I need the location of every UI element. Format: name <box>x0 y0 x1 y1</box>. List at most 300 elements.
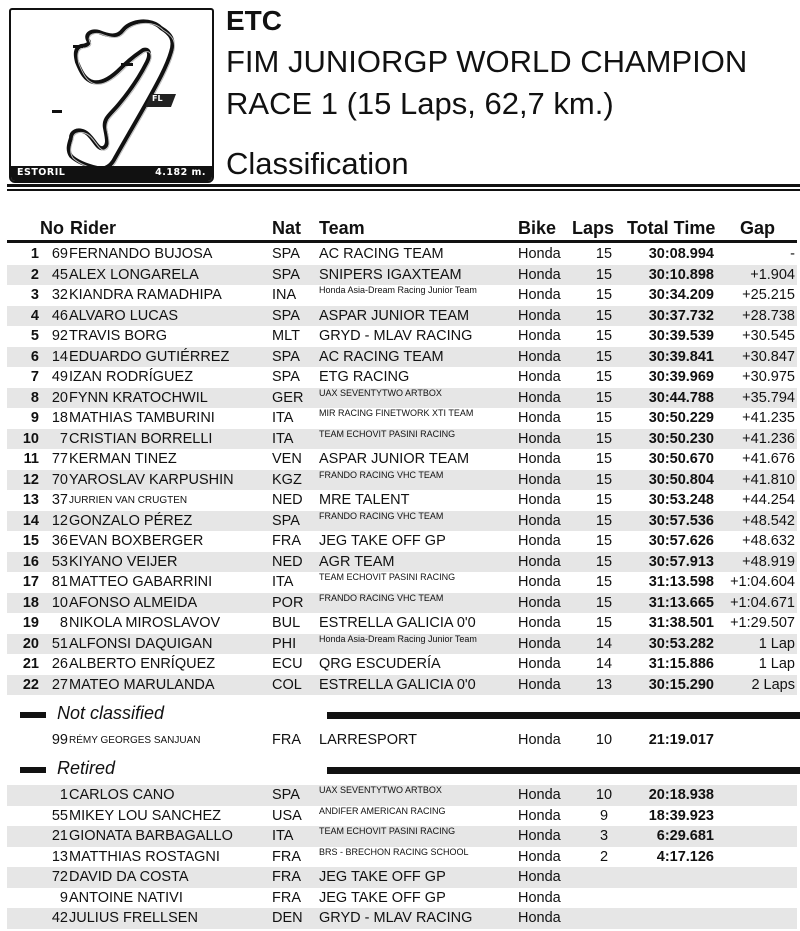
laps-cell: 15 <box>595 594 613 611</box>
total-time-cell: 30:15.290 <box>648 676 714 693</box>
nationality-cell: MLT <box>272 328 300 344</box>
bike-cell: Honda <box>518 410 561 426</box>
bike-cell: Honda <box>518 328 561 344</box>
position-cell: 19 <box>22 615 39 631</box>
track-name: ESTORIL <box>17 167 66 178</box>
team-cell: ASPAR JUNIOR TEAM <box>319 307 470 324</box>
team-cell: BRS - BRECHON RACING SCHOOL <box>319 846 469 857</box>
bike-cell: Honda <box>518 869 561 885</box>
rider-number-cell: 20 <box>51 389 68 406</box>
table-row <box>7 326 797 347</box>
laps-cell: 15 <box>595 512 613 529</box>
not-classified-label: Not classified <box>57 703 165 723</box>
team-cell: UAX SEVENTYTWO ARTBOX <box>319 785 442 795</box>
bike-cell: Honda <box>518 635 561 652</box>
team-cell: AC RACING TEAM <box>319 348 444 365</box>
bike-cell: Honda <box>518 430 561 447</box>
retired-label: Retired <box>57 758 116 778</box>
track-map-panel <box>9 8 214 183</box>
rider-name-cell: CRISTIAN BORRELLI <box>69 430 213 447</box>
section-bar-icon <box>20 767 46 773</box>
total-time-cell: 30:39.841 <box>648 348 714 365</box>
team-cell: FRANDO RACING VHC TEAM <box>319 510 444 521</box>
position-cell: 14 <box>22 512 39 529</box>
rider-name-cell: MATHIAS TAMBURINI <box>69 410 215 426</box>
gap-cell: +1:04.671 <box>730 594 795 611</box>
laps-cell: 3 <box>599 828 609 844</box>
nationality-cell: GER <box>272 389 304 406</box>
bike-cell: Honda <box>518 732 561 748</box>
laps-cell: 15 <box>595 471 613 488</box>
rider-number-cell: 81 <box>51 574 68 590</box>
rider-name-cell: FYNN KRATOCHWIL <box>69 389 208 406</box>
nationality-cell: POR <box>272 594 304 611</box>
team-cell: TEAM ECHOVIT PASINI RACING <box>319 826 456 836</box>
rider-number-cell: 69 <box>51 246 68 262</box>
total-time-cell: 18:39.923 <box>648 807 714 824</box>
rider-number-cell: 21 <box>51 828 68 844</box>
gap-cell: +41.810 <box>742 471 795 488</box>
bike-cell: Honda <box>518 266 561 283</box>
team-cell: SNIPERS IGAXTEAM <box>319 266 462 283</box>
rider-name-cell: ALEX LONGARELA <box>69 266 199 283</box>
position-cell: 17 <box>22 574 39 590</box>
nationality-cell: SPA <box>272 369 300 385</box>
gap-cell: 2 Laps <box>751 676 795 693</box>
nationality-cell: BUL <box>272 615 301 631</box>
rider-number-cell: 77 <box>51 451 68 467</box>
rider-name-cell: EDUARDO GUTIÉRREZ <box>69 348 230 365</box>
rider-number-cell: 45 <box>51 266 68 283</box>
rider-number-cell: 7 <box>59 430 68 447</box>
table-row <box>7 613 797 634</box>
bike-cell: Honda <box>518 307 561 324</box>
rider-number-cell: 27 <box>51 676 68 693</box>
rider-name-cell: DAVID DA COSTA <box>69 869 189 885</box>
rider-name-cell: KERMAN TINEZ <box>69 451 177 467</box>
rider-number-cell: 92 <box>51 328 68 344</box>
team-cell: JEG TAKE OFF GP <box>319 889 446 906</box>
bike-cell: Honda <box>518 787 561 803</box>
table-row <box>7 908 797 929</box>
rider-name-cell: ANTOINE NATIVI <box>69 889 183 906</box>
gap-cell: +48.542 <box>742 512 795 529</box>
gap-cell: 1 Lap <box>758 635 795 652</box>
table-row <box>7 367 797 388</box>
laps-cell: 9 <box>599 807 609 824</box>
nationality-cell: ITA <box>272 574 294 590</box>
col-header-gap: Gap <box>740 218 776 238</box>
rider-number-cell: 32 <box>51 287 68 303</box>
rider-number-cell: 53 <box>51 553 68 570</box>
total-time-cell: 31:13.598 <box>648 574 714 590</box>
laps-cell: 15 <box>595 348 613 365</box>
team-cell: QRG ESCUDERÍA <box>319 656 441 672</box>
track-footer <box>11 166 212 181</box>
table-row <box>7 511 797 532</box>
table-row <box>7 867 797 888</box>
position-cell: 4 <box>30 307 39 324</box>
bike-cell: Honda <box>518 574 561 590</box>
gap-cell: +44.254 <box>742 492 795 508</box>
laps-cell: 15 <box>595 266 613 283</box>
table-row <box>7 593 797 614</box>
rider-name-cell: AFONSO ALMEIDA <box>69 594 198 611</box>
bike-cell: Honda <box>518 533 561 549</box>
bike-cell: Honda <box>518 889 561 906</box>
laps-cell: 15 <box>595 615 613 631</box>
table-row <box>7 244 797 265</box>
gap-cell: 1 Lap <box>758 656 795 672</box>
rider-number-cell: 51 <box>51 635 68 652</box>
table-row <box>7 634 797 655</box>
position-cell: 7 <box>30 369 39 385</box>
position-cell: 3 <box>30 287 39 303</box>
team-cell: FRANDO RACING VHC TEAM <box>319 592 444 603</box>
position-cell: 11 <box>23 451 39 467</box>
nationality-cell: PHI <box>272 635 297 652</box>
position-cell: 6 <box>30 348 39 365</box>
position-cell: 10 <box>22 430 39 447</box>
rider-number-cell: 18 <box>51 410 68 426</box>
nationality-cell: FRA <box>272 848 301 865</box>
table-row <box>7 806 797 827</box>
nationality-cell: VEN <box>272 451 302 467</box>
finish-line-label: FL <box>152 94 163 103</box>
laps-cell: 15 <box>595 389 613 406</box>
bike-cell: Honda <box>518 910 561 926</box>
laps-cell: 15 <box>595 287 613 303</box>
laps-cell: 13 <box>595 676 613 693</box>
rider-name-cell: GIONATA BARBAGALLO <box>69 828 233 844</box>
not-classified-rule <box>327 712 800 719</box>
team-cell: ASPAR JUNIOR TEAM <box>319 451 470 467</box>
col-header-rider: Rider <box>70 218 117 238</box>
total-time-cell: 30:50.230 <box>648 430 714 447</box>
rider-number-cell: 46 <box>51 307 68 324</box>
total-time-cell: 30:50.670 <box>648 451 714 467</box>
team-cell: ESTRELLA GALICIA 0'0 <box>319 676 476 693</box>
rider-number-cell: 13 <box>51 848 68 865</box>
gap-cell: +1:04.604 <box>730 574 795 590</box>
laps-cell: 15 <box>595 246 613 262</box>
laps-cell: 2 <box>599 848 609 865</box>
total-time-cell: 30:57.626 <box>648 533 714 549</box>
gap-cell: +1.904 <box>750 266 795 283</box>
gap-cell: +30.975 <box>742 369 795 385</box>
gap-cell: +30.847 <box>742 348 795 365</box>
nationality-cell: SPA <box>272 307 300 324</box>
bike-cell: Honda <box>518 348 561 365</box>
rider-number-cell: 26 <box>51 656 68 672</box>
rider-name-cell: ALVARO LUCAS <box>69 307 179 324</box>
gap-cell: +28.738 <box>742 307 795 324</box>
table-row <box>7 306 797 327</box>
rider-name-cell: MATEO MARULANDA <box>69 676 215 693</box>
total-time-cell: 31:13.665 <box>648 594 714 611</box>
gap-cell: +41.676 <box>742 451 795 467</box>
championship-title: FIM JUNIORGP WORLD CHAMPION <box>226 44 748 79</box>
nationality-cell: SPA <box>272 787 300 803</box>
rider-name-cell: JULIUS FRELLSEN <box>69 910 198 926</box>
rider-name-cell: TRAVIS BORG <box>69 328 168 344</box>
gap-cell: +35.794 <box>742 389 795 406</box>
series-title: ETC <box>226 5 282 36</box>
position-cell: 18 <box>22 594 39 611</box>
laps-cell: 15 <box>595 430 613 447</box>
col-header-team: Team <box>319 218 365 238</box>
nationality-cell: SPA <box>272 246 300 262</box>
col-header-laps: Laps <box>572 218 615 238</box>
bike-cell: Honda <box>518 471 561 488</box>
laps-cell: 14 <box>595 656 613 672</box>
nationality-cell: ITA <box>272 410 294 426</box>
rider-name-cell: CARLOS CANO <box>69 787 175 803</box>
total-time-cell: 30:10.898 <box>648 266 714 283</box>
rider-number-cell: 42 <box>51 910 68 926</box>
nationality-cell: FRA <box>272 869 301 885</box>
team-cell: GRYD - MLAV RACING <box>319 910 473 926</box>
gap-cell: +1:29.507 <box>730 615 795 631</box>
rider-number-cell: 1 <box>59 787 68 803</box>
team-cell: AGR TEAM <box>319 553 395 570</box>
table-row <box>7 785 797 806</box>
team-cell: TEAM ECHOVIT PASINI RACING <box>319 572 456 582</box>
table-row <box>7 730 797 751</box>
rider-number-cell: 9 <box>59 889 68 906</box>
nationality-cell: NED <box>272 492 303 508</box>
section-bar-icon <box>20 712 46 718</box>
total-time-cell: 30:50.804 <box>648 471 714 488</box>
bike-cell: Honda <box>518 676 561 693</box>
table-row <box>7 265 797 286</box>
laps-cell: 15 <box>595 574 613 590</box>
rider-name-cell: EVAN BOXBERGER <box>69 533 204 549</box>
total-time-cell: 30:53.282 <box>648 635 714 652</box>
rider-number-cell: 70 <box>51 471 68 488</box>
rider-number-cell: 37 <box>51 492 68 508</box>
laps-cell: 10 <box>595 732 613 748</box>
bike-cell: Honda <box>518 451 561 467</box>
rider-number-cell: 49 <box>51 369 68 385</box>
laps-cell: 15 <box>595 328 613 344</box>
nationality-cell: SPA <box>272 266 300 283</box>
position-cell: 20 <box>22 635 39 652</box>
gap-cell: +41.235 <box>742 410 795 426</box>
total-time-cell: 30:39.539 <box>648 328 714 344</box>
table-row <box>7 470 797 491</box>
col-header-bike: Bike <box>518 218 557 238</box>
table-row <box>7 388 797 409</box>
gap-cell: +25.215 <box>742 287 795 303</box>
col-header-total-time: Total Time <box>627 218 716 238</box>
rider-number-cell: 10 <box>51 594 68 611</box>
bike-cell: Honda <box>518 287 561 303</box>
laps-cell: 15 <box>595 369 613 385</box>
rider-number-cell: 8 <box>59 615 68 631</box>
nationality-cell: DEN <box>272 910 303 926</box>
team-cell: GRYD - MLAV RACING <box>319 328 473 344</box>
team-cell: FRANDO RACING VHC TEAM <box>319 469 444 480</box>
position-cell: 15 <box>22 533 39 549</box>
table-row <box>7 490 797 511</box>
nationality-cell: COL <box>272 676 302 693</box>
bike-cell: Honda <box>518 246 561 262</box>
bike-cell: Honda <box>518 369 561 385</box>
nationality-cell: NED <box>272 553 303 570</box>
bike-cell: Honda <box>518 615 561 631</box>
position-cell: 21 <box>22 656 39 672</box>
laps-cell: 15 <box>595 451 613 467</box>
nationality-cell: SPA <box>272 348 300 365</box>
total-time-cell: 30:53.248 <box>648 492 714 508</box>
team-cell: MIR RACING FINETWORK XTI TEAM <box>319 408 474 418</box>
laps-cell: 14 <box>595 635 613 652</box>
bike-cell: Honda <box>518 553 561 570</box>
rider-number-cell: 55 <box>51 807 68 824</box>
rider-number-cell: 36 <box>51 533 68 549</box>
nationality-cell: ITA <box>272 828 294 844</box>
position-cell: 5 <box>30 328 39 344</box>
race-title: RACE 1 (15 Laps, 62,7 km.) <box>226 86 614 121</box>
table-row <box>7 654 797 675</box>
rider-name-cell: ALBERTO ENRÍQUEZ <box>69 656 216 672</box>
bike-cell: Honda <box>518 492 561 508</box>
header-rule-thin <box>7 189 800 191</box>
total-time-cell: 21:19.017 <box>648 732 714 748</box>
total-time-cell: 30:57.536 <box>648 512 714 529</box>
total-time-cell: 31:15.886 <box>648 656 714 672</box>
nationality-cell: FRA <box>272 533 301 549</box>
bike-cell: Honda <box>518 848 561 865</box>
gap-cell: - <box>790 246 795 262</box>
col-header-no: No <box>40 218 64 238</box>
table-row <box>7 531 797 552</box>
table-row <box>7 826 797 847</box>
team-cell: Honda Asia-Dream Racing Junior Team <box>319 633 477 644</box>
position-cell: 2 <box>30 266 39 283</box>
total-time-cell: 30:34.209 <box>648 287 714 303</box>
gap-cell: +30.545 <box>742 328 795 344</box>
position-cell: 13 <box>22 492 39 508</box>
total-time-cell: 30:08.994 <box>648 246 714 262</box>
total-time-cell: 30:50.229 <box>648 410 714 426</box>
table-row <box>7 847 797 868</box>
rider-number-cell: 14 <box>51 348 68 365</box>
rider-name-cell: GONZALO PÉREZ <box>69 512 193 529</box>
table-row <box>7 675 797 696</box>
rider-number-cell: 72 <box>51 869 68 885</box>
nationality-cell: FRA <box>272 732 301 748</box>
table-row <box>7 285 797 306</box>
nationality-cell: ECU <box>272 656 303 672</box>
position-cell: 8 <box>30 389 39 406</box>
table-row <box>7 408 797 429</box>
bike-cell: Honda <box>518 807 561 824</box>
column-header-rule <box>7 240 797 243</box>
position-cell: 1 <box>30 246 39 262</box>
table-row <box>7 552 797 573</box>
rider-name-cell: JURRIEN VAN CRUGTEN <box>69 495 188 506</box>
laps-cell: 15 <box>595 492 613 508</box>
total-time-cell: 20:18.938 <box>648 787 714 803</box>
header-rule-thick <box>7 184 800 187</box>
position-cell: 12 <box>22 471 39 488</box>
laps-cell: 10 <box>595 787 613 803</box>
gap-cell: +48.632 <box>742 533 795 549</box>
team-cell: ESTRELLA GALICIA 0'0 <box>319 615 476 631</box>
rider-name-cell: MATTEO GABARRINI <box>69 574 213 590</box>
rider-number-cell: 99 <box>51 732 68 748</box>
track-length: 4.182 m. <box>155 167 206 178</box>
gap-cell: +41.236 <box>742 430 795 447</box>
bike-cell: Honda <box>518 389 561 406</box>
total-time-cell: 4:17.126 <box>656 848 714 865</box>
rider-name-cell: MIKEY LOU SANCHEZ <box>69 807 222 824</box>
gap-cell: +48.919 <box>742 553 795 570</box>
position-cell: 22 <box>22 676 39 693</box>
bike-cell: Honda <box>518 656 561 672</box>
section-title: Classification <box>226 146 409 181</box>
rider-name-cell: NIKOLA MIROSLAVOV <box>69 615 221 631</box>
nationality-cell: INA <box>272 287 297 303</box>
total-time-cell: 31:38.501 <box>648 615 714 631</box>
rider-name-cell: KIANDRA RAMADHIPA <box>69 287 222 303</box>
nationality-cell: SPA <box>272 512 300 529</box>
bike-cell: Honda <box>518 512 561 529</box>
rider-name-cell: IZAN RODRÍGUEZ <box>69 369 194 385</box>
rider-name-cell: KIYANO VEIJER <box>69 553 178 570</box>
team-cell: AC RACING TEAM <box>319 246 444 262</box>
team-cell: ANDIFER AMERICAN RACING <box>319 805 446 816</box>
team-cell: ETG RACING <box>319 369 410 385</box>
laps-cell: 15 <box>595 307 613 324</box>
position-cell: 9 <box>30 410 39 426</box>
total-time-cell: 30:44.788 <box>648 389 714 406</box>
table-row <box>7 347 797 368</box>
team-cell: JEG TAKE OFF GP <box>319 869 446 885</box>
bike-cell: Honda <box>518 594 561 611</box>
position-cell: 16 <box>22 553 39 570</box>
laps-cell: 15 <box>595 553 613 570</box>
nationality-cell: KGZ <box>272 471 302 488</box>
team-cell: JEG TAKE OFF GP <box>319 533 446 549</box>
rider-name-cell: MATTHIAS ROSTAGNI <box>69 848 220 865</box>
rider-name-cell: ALFONSI DAQUIGAN <box>69 635 213 652</box>
laps-cell: 15 <box>595 533 613 549</box>
rider-number-cell: 12 <box>51 512 68 529</box>
col-header-nat: Nat <box>272 218 302 238</box>
nationality-cell: ITA <box>272 430 294 447</box>
team-cell: MRE TALENT <box>319 492 410 508</box>
nationality-cell: USA <box>272 807 302 824</box>
team-cell: LARRESPORT <box>319 732 418 748</box>
total-time-cell: 30:37.732 <box>648 307 714 324</box>
rider-name-cell: FERNANDO BUJOSA <box>69 246 213 262</box>
table-row <box>7 888 797 909</box>
retired-rule <box>327 767 800 774</box>
table-row <box>7 572 797 593</box>
table-row <box>7 429 797 450</box>
rider-name-cell: YAROSLAV KARPUSHIN <box>69 471 234 488</box>
team-cell: TEAM ECHOVIT PASINI RACING <box>319 428 456 439</box>
rider-name-cell: RÉMY GEORGES SANJUAN <box>69 735 201 746</box>
team-cell: Honda Asia-Dream Racing Junior Team <box>319 285 477 295</box>
total-time-cell: 30:57.913 <box>648 553 714 570</box>
total-time-cell: 6:29.681 <box>656 828 714 844</box>
nationality-cell: FRA <box>272 889 301 906</box>
circuit-map-icon <box>11 10 214 170</box>
